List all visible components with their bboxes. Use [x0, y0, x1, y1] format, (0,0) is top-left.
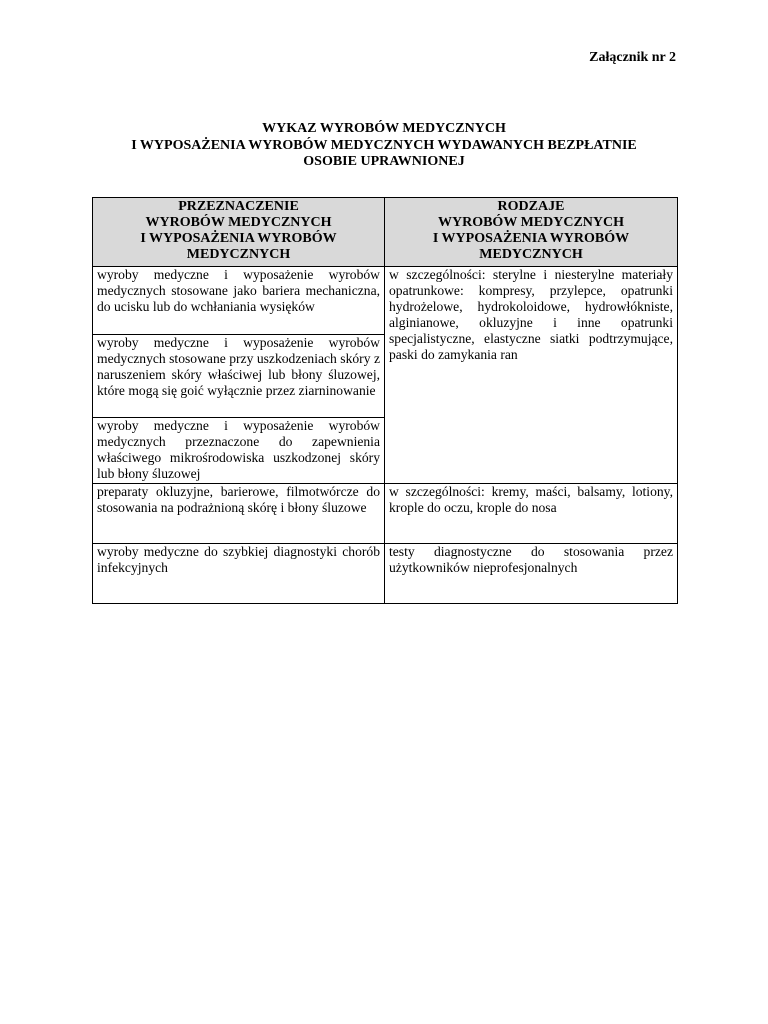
types-cell-merged: w szczególności: sterylne i niesterylne materiały opatrunkowe: kompresy, przylepce, opatrunki hydrożelowe, hydrokoloidowe, hydrowłókniste, alginianowe, okluzyjne i inne opatrunki specjalistyczne, elastyczne siatki podtrzymujące, paski do zamykania ran — [385, 267, 678, 484]
title-line-1: WYKAZ WYROBÓW MEDYCZNYCH — [262, 121, 506, 136]
table-row — [93, 484, 678, 544]
header-purpose-line: PRZEZNACZENIE — [178, 199, 299, 214]
purpose-cell: wyroby medyczne i wyposażenie wyrobów medycznych stosowane jako bariera mechaniczna, do ucisku lub do wchłaniania wysięków — [93, 267, 385, 335]
types-cell: testy diagnostyczne do stosowania przez użytkowników nieprofesjonalnych — [385, 544, 678, 604]
purpose-cell: wyroby medyczne do szybkiej diagnostyki chorób infekcyjnych — [93, 544, 385, 604]
title-line-2: I WYPOSAŻENIA WYROBÓW MEDYCZNYCH WYDAWANYCH BEZPŁATNIE — [131, 137, 637, 153]
document-title — [0, 121, 768, 171]
table-row — [93, 267, 678, 335]
header-purpose-line: WYROBÓW MEDYCZNYCH — [145, 215, 332, 230]
title-line-3: OSOBIE UPRAWNIONEJ — [303, 154, 465, 169]
header-types-line: I WYPOSAŻENIA WYROBÓW — [432, 231, 630, 246]
header-purpose-line: MEDYCZNYCH — [186, 247, 291, 262]
header-types-line: WYROBÓW MEDYCZNYCH — [437, 215, 625, 230]
table-row — [93, 544, 678, 604]
header-types — [385, 198, 678, 267]
header-purpose — [93, 198, 385, 267]
header-types-line: RODZAJE — [497, 199, 565, 214]
header-purpose-line: I WYPOSAŻENIA WYROBÓW — [140, 231, 337, 246]
purpose-cell: preparaty okluzyjne, barierowe, filmotwórcze do stosowania na podrażnioną skórę i błony śluzowe — [93, 484, 385, 544]
annex-label: Załącznik nr 2 — [589, 50, 676, 65]
table-header-row — [93, 198, 678, 267]
purpose-cell: wyroby medyczne i wyposażenie wyrobów medycznych stosowane przy uszkodzeniach skóry z naruszeniem skóry właściwej lub błony śluzowej, które mogą się goić wyłącznie przez ziarninowanie — [93, 335, 385, 418]
header-types-line: MEDYCZNYCH — [479, 247, 583, 262]
purpose-cell: wyroby medyczne i wyposażenie wyrobów medycznych przeznaczone do zapewnienia właściwego mikrośrodowiska uszkodzonej skóry lub błony śluzowej — [93, 418, 385, 484]
medical-devices-table — [92, 197, 678, 604]
types-cell: w szczególności: kremy, maści, balsamy, lotiony, krople do oczu, krople do nosa — [385, 484, 678, 544]
